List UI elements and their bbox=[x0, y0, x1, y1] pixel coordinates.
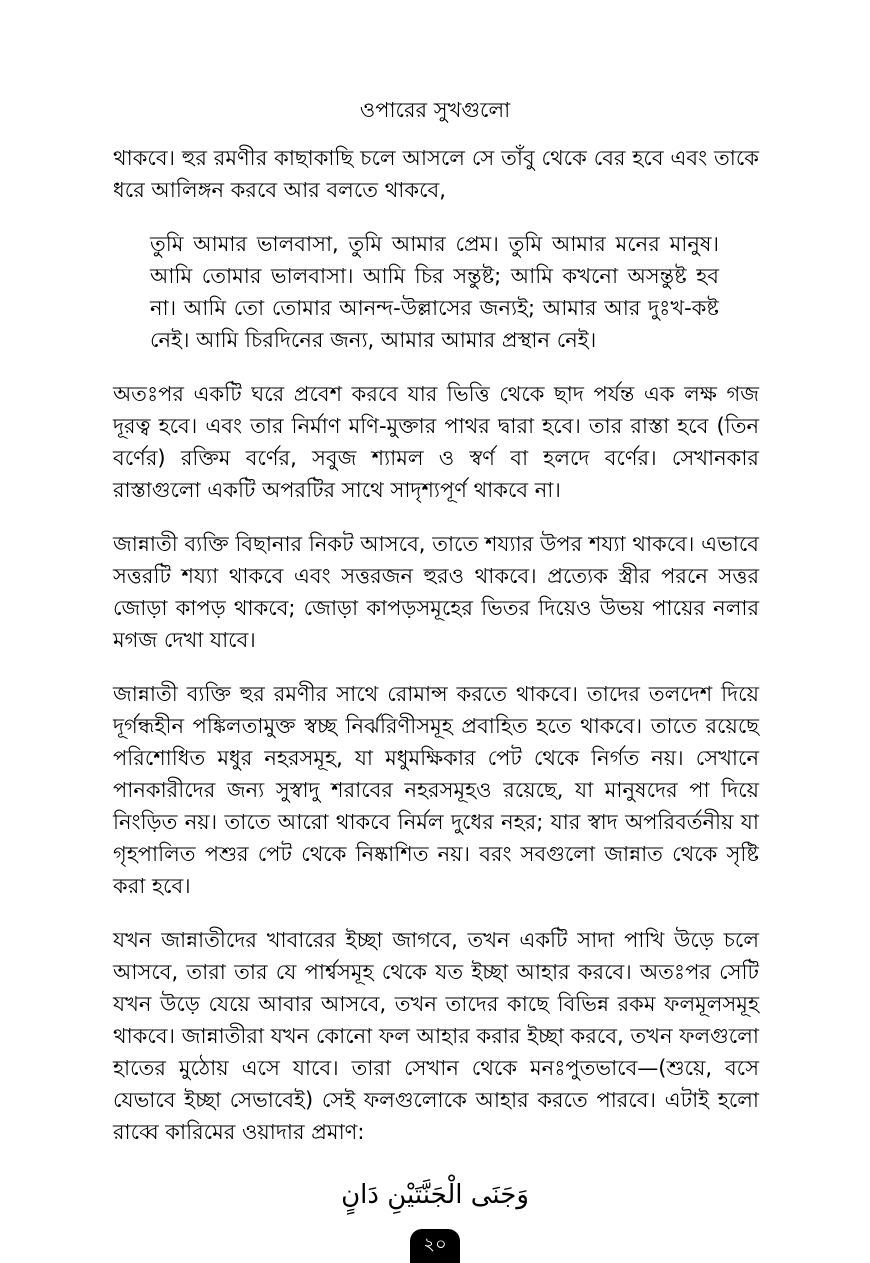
body-text bbox=[113, 142, 759, 1170]
paragraph-continuation: থাকবে। হুর রমণীর কাছাকাছি চলে আসলে সে তাঁবু থেকে বের হবে এবং তাকে ধরে আলিঙ্গন করবে আর বলতে থাকবে, bbox=[113, 146, 759, 202]
paragraph-rivers: জান্নাতী ব্যক্তি হুর রমণীর সাথে রোমান্স করতে থাকবে। তাদের তলদেশ দিয়ে দূর্গন্ধহীন পঙ্কিলতামুক্ত স্বচ্ছ নির্ঝরিণীসমূহ প্রবাহিত হতে থাকবে। তাতে রয়েছে পরিশোধিত মধুর নহরসমূহ, যা মধুমক্ষিকার পেট থেকে নির্গত নয়। সেখানে পানকারীদের জন্য সুস্বাদু শরাবের নহরসমূহও রয়েছে, যা মানুষদের পা দিয়ে নিংড়িত নয়। তাতে আরো থাকবে নির্মল দুধের নহর; যার স্বাদ অপরিবর্তনীয় যা গৃহপালিত পশুর পেট থেকে নিষ্কাশিত নয়। বরং সবগুলো জান্নাত থেকে সৃষ্টি করা হবে। bbox=[113, 682, 759, 898]
paragraph-beds: জান্নাতী ব্যক্তি বিছানার নিকট আসবে, তাতে শয্যার উপর শয্যা থাকবে। এভাবে সত্তরটি শয্যা থাকবে এবং সত্তরজন হুরও থাকবে। প্রত্যেক স্ত্রীর পরনে সত্তর জোড়া কাপড় থাকবে; জোড়া কাপড়সমূহের ভিতর দিয়েও উভয় পায়ের নলার মগজ দেখা যাবে। bbox=[113, 532, 759, 652]
paragraph-food: যখন জান্নাতীদের খাবারের ইচ্ছা জাগবে, তখন একটি সাদা পাখি উড়ে চলে আসবে, তারা তার যে পার্শ্বসমূহ থেকে যত ইচ্ছা আহার করবে। অতঃপর সেটি যখন উড়ে যেয়ে আবার আসবে, তখন তাদের কাছে বিভিন্ন রকম ফলমূলসমূহ থাকবে। জান্নাতীরা যখন কোনো ফল আহার করার ইচ্ছা করবে, তখন ফলগুলো হাতের মুঠোয় এসে যাবে। তারা সেখান থেকে মনঃপুতভাবে—(শুয়ে, বসে যেভাবে ইচ্ছা সেভাবেই) সেই ফলগুলোকে আহার করতে পারবে। এটাই হলো রাব্বে কারিমের ওয়াদার প্রমাণ: bbox=[113, 928, 759, 1144]
paragraph-house: অতঃপর একটি ঘরে প্রবেশ করবে যার ভিত্তি থেকে ছাদ পর্যন্ত এক লক্ষ গজ দূরত্ব হবে। এবং তার নির্মাণ মণি-মুক্তার পাথর দ্বারা হবে। তার রাস্তা হবে (তিন বর্ণের) রক্তিম বর্ণের, সবুজ শ্যামল ও স্বর্ণ বা হলদে বর্ণের। সেখানকার রাস্তাগুলো একটি অপরটির সাথে সাদৃশ্যপূর্ণ থাকবে না। bbox=[113, 382, 759, 502]
running-head-title: ওপারের সুখগুলো bbox=[359, 98, 511, 122]
arabic-verse: وَجَنَى الْجَنَّتَيْنِ دَانٍ bbox=[341, 1180, 529, 1210]
page-number-tab: ২০ bbox=[410, 1229, 460, 1263]
block-quote: তুমি আমার ভালবাসা, তুমি আমার প্রেম। তুমি আমার মনের মানুষ। আমি তোমার ভালবাসা। আমি চির সন্তুষ্ট; আমি কখনো অসন্তুষ্ট হব না। আমি তো তোমার আনন্দ-উল্লাসের জন্যই; আমার আর দুঃখ-কষ্ট নেই। আমি চিরদিনের জন্য, আমার আমার প্রস্থান নেই। bbox=[150, 232, 719, 352]
